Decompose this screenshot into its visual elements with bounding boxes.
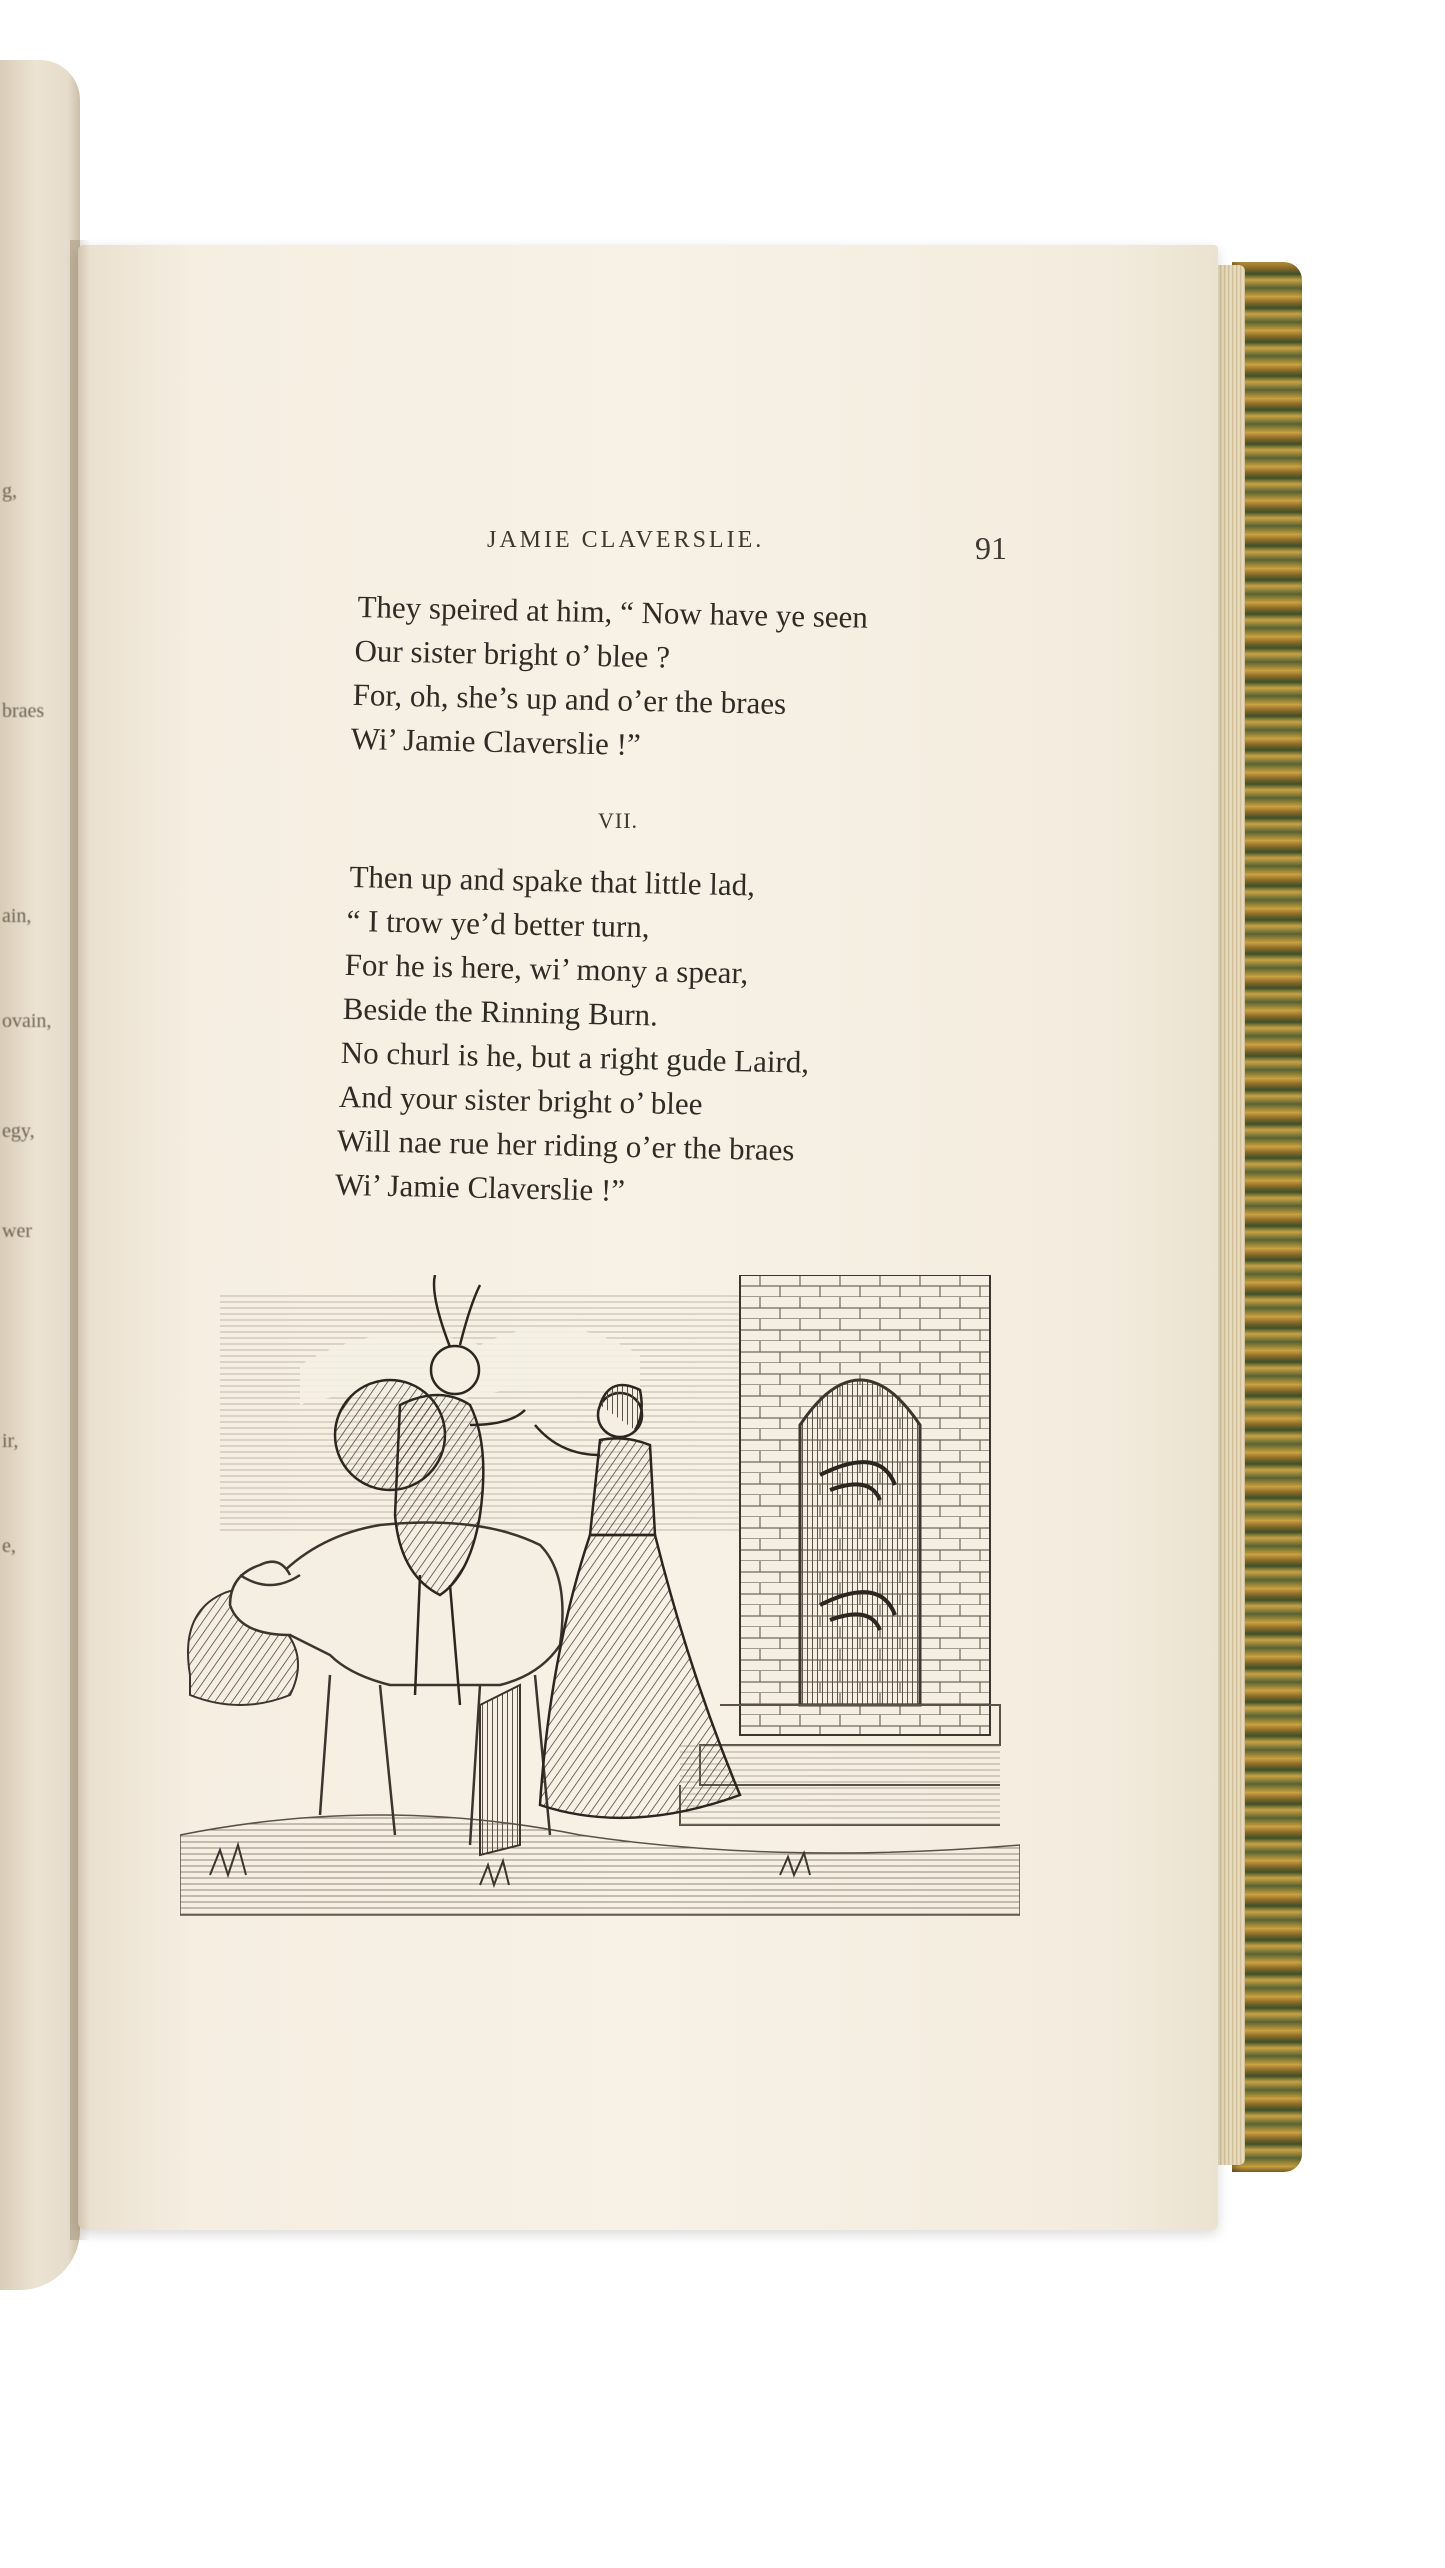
left-page-fragment: ain,: [2, 905, 32, 927]
engraving-illustration: [180, 1275, 1020, 1975]
stone-post: [480, 1685, 520, 1855]
left-page-fragment: wer: [2, 1220, 32, 1242]
left-page-fragment: g,: [2, 480, 17, 502]
lady-skirt: [540, 1535, 740, 1818]
stanza-top: [350, 585, 869, 772]
verse-line: They speired at him, “ Now have ye seen: [357, 588, 869, 635]
verse-line: Beside the Rinning Burn.: [342, 990, 659, 1033]
verse-line: Wi’ Jamie Claverslie !”: [350, 720, 642, 762]
left-page-fragment: egy,: [2, 1120, 35, 1142]
verse-line: No churl is he, but a right gude Laird,: [340, 1034, 810, 1080]
ground: [180, 1815, 1020, 1915]
left-page-edge: [0, 60, 80, 2290]
rider-head: [431, 1346, 479, 1394]
left-page-fragment: e,: [2, 1535, 16, 1557]
gutter-shadow: [70, 240, 90, 2240]
stanza-vii: [334, 855, 814, 1217]
verse-line: Then up and spake that little lad,: [349, 858, 756, 903]
running-head: JAMIE CLAVERSLIE.: [487, 527, 765, 553]
lady-bodice: [590, 1438, 655, 1535]
page-number: 91: [975, 530, 1007, 566]
verse-line: Wi’ Jamie Claverslie !”: [334, 1166, 626, 1208]
verse-line: For he is here, wi’ mony a spear,: [344, 946, 749, 991]
left-page-fragment: ovain,: [2, 1010, 52, 1032]
verse-line: Our sister bright o’ blee ?: [354, 632, 671, 675]
verse-line: For, oh, she’s up and o’er the braes: [352, 676, 787, 721]
verse-line: And your sister bright o’ blee: [338, 1078, 703, 1122]
verse-line: Will nae rue her riding o’er the braes: [336, 1122, 795, 1168]
left-page-fragment: braes: [2, 700, 45, 722]
left-page-fragment: ir,: [2, 1430, 19, 1452]
sky-hatching: [220, 1295, 780, 1535]
arched-doorway: [800, 1380, 920, 1705]
verse-line: “ I trow ye’d better turn,: [346, 902, 650, 945]
stanza-numeral: VII.: [598, 808, 639, 833]
